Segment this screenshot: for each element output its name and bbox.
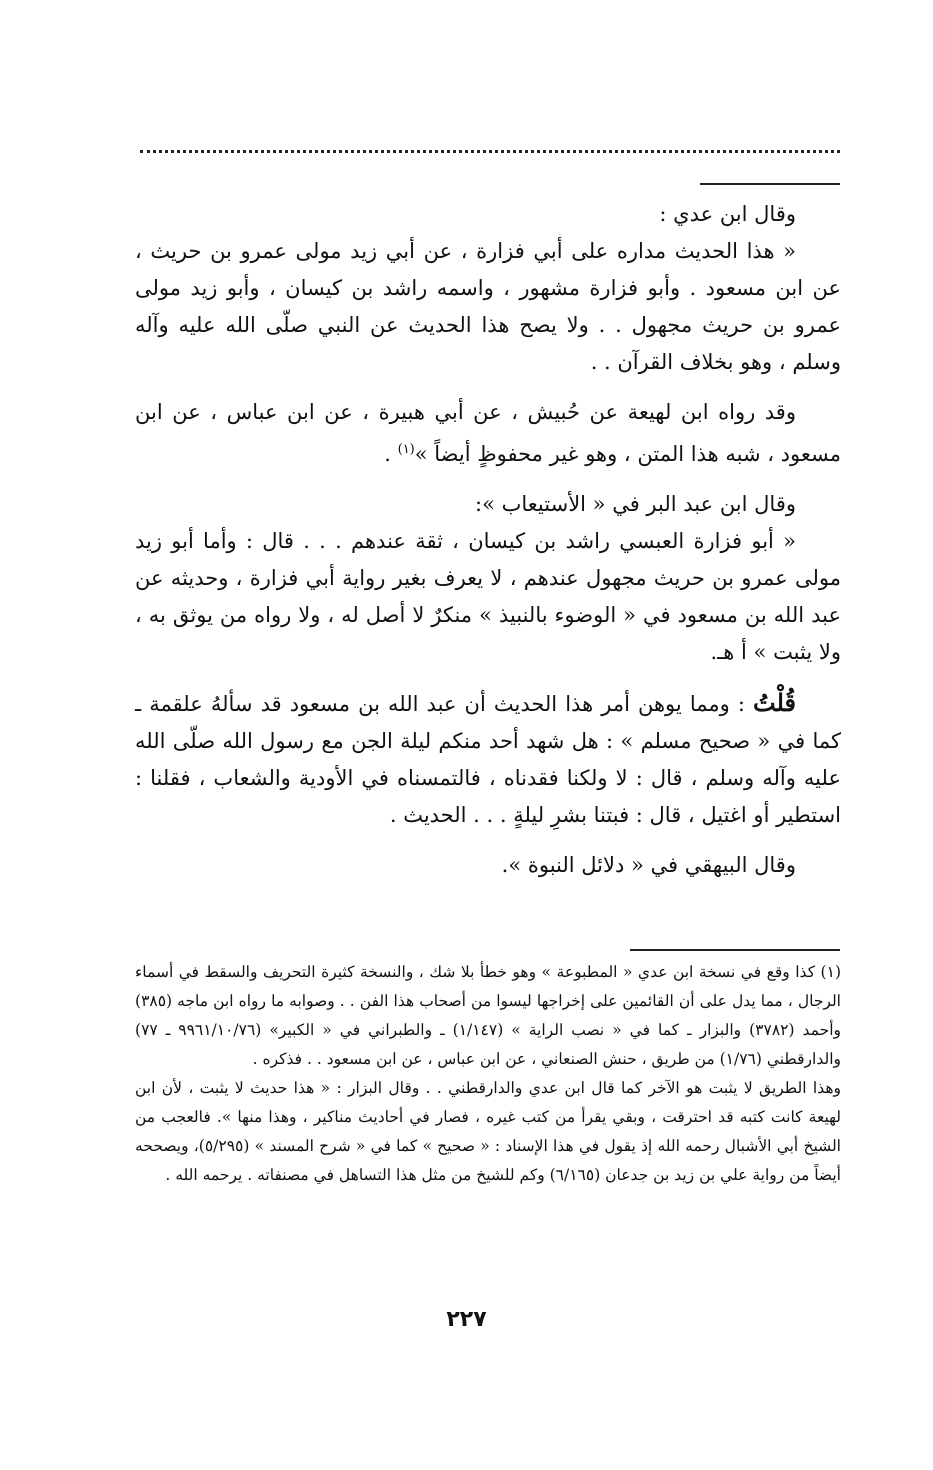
header-short-rule	[700, 183, 840, 185]
quote-ibn-adi: « هذا الحديث مداره على أبي فزارة ، عن أبي زيد مولى عمرو بن حريث ، عن ابن مسعود . وأبو فزارة مشهور ، واسمه راشد بن كيسان ، وأبو زيد مولى عمرو بن حريث مجهول . . ولا يصح هذا الحديث عن النبي صلّى الله عليه وآله وسلم ، وهو بخلاف القرآن . .	[135, 239, 841, 374]
paragraph-ibn-lahia-text: وقد رواه ابن لهيعة عن حُبيش ، عن أبي هبيرة ، عن ابن عباس ، عن ابن مسعود ، شبه هذا المتن ، وهو غير محفوظٍ أيضاً »	[135, 400, 841, 466]
paragraph-ibn-lahia-end: .	[384, 442, 398, 466]
footnotes	[135, 958, 841, 1190]
footnote-ref-1: (١)	[397, 442, 415, 457]
footnote-separator	[630, 949, 840, 951]
paragraph-qultu	[135, 684, 841, 834]
page-number: ٢٢٧	[446, 1307, 487, 1332]
footnote-1-continued: وهذا الطريق لا يثبت هو الآخر كما قال ابن عدي والدارقطني . . وقال البزار : « هذا حديث لا يثبت ، لأن ابن لهيعة كانت كتبه قد احترقت ، وبقي يقرأ من كتب غيره ، فصار في أحاديث مناكير ، وهذا منها ». فالعجب من الشيخ أبي الأشبال رحمه الله إذ يقول في هذا الإسناد : « صحيح » كما في « شرح المسند » (٥/٢٩٥)، ويصححه أيضاً من رواية علي بن زيد بن جدعان (٦/١٦٥) وكم للشيخ من مثل هذا التساهل في مصنفاته . يرحمه الله .	[135, 1079, 841, 1184]
footnote-1: (١) كذا وقع في نسخة ابن عدي « المطبوعة » وهو خطأ بلا شك ، والنسخة كثيرة التحريف والسقط في أسماء الرجال ، مما يدل على أن القائمين على إخراجها ليسوا من أصحاب هذا الفن . . وصوابه ما رواه ابن ماجه (٣٨٥) وأحمد (٣٧٨٢) والبزار ـ كما في « نصب الراية » (١/١٤٧) ـ والطبراني في « الكبير» (٩٩٦١/١٠/٧٦ ـ ٧٧) والدارقطني (١/٧٦) من طريق ، حنش الصنعاني ، عن ابن عباس ، عن ابن مسعود . . فذكره .	[135, 963, 841, 1068]
quote-istiab: « أبو فزارة العبسي راشد بن كيسان ، ثقة عندهم . . . قال : وأما أبو زيد مولى عمرو بن حريث مجهول عندهم ، لا يعرف بغير رواية أبي فزارة ، وحديثه عن عبد الله بن مسعود في « الوضوء بالنبيذ » منكرٌ لا أصل له ، ولا رواه من يوثق به ، ولا يثبت » أ هـ.	[135, 529, 841, 664]
qultu-text: : ومما يوهن أمر هذا الحديث أن عبد الله بن مسعود قد سألهُ علقمة ـ كما في « صحيح مسلم » : هل شهد أحد منكم ليلة الجن مع رسول الله صلّى الله عليه وآله وسلم ، قال : لا ولكنا فقدناه ، فالتمسناه في الأودية والشعاب ، فقلنا : استطير أو اغتيل ، قال : فبتنا بشرِ ليلةٍ . . . الحديث .	[135, 692, 841, 827]
paragraph-ibn-lahia	[135, 394, 841, 473]
main-text	[135, 196, 841, 897]
qultu-lead: قُلْتُ	[753, 688, 796, 717]
paragraph-bayhaqi: وقال البيهقي في « دلائل النبوة ».	[501, 853, 796, 877]
paragraph-ibn-abd-albarr-intro: وقال ابن عبد البر في « الأستيعاب »:	[475, 492, 796, 516]
header-dotted-rule	[140, 150, 840, 153]
paragraph-ibn-adi-intro: وقال ابن عدي :	[659, 202, 796, 226]
